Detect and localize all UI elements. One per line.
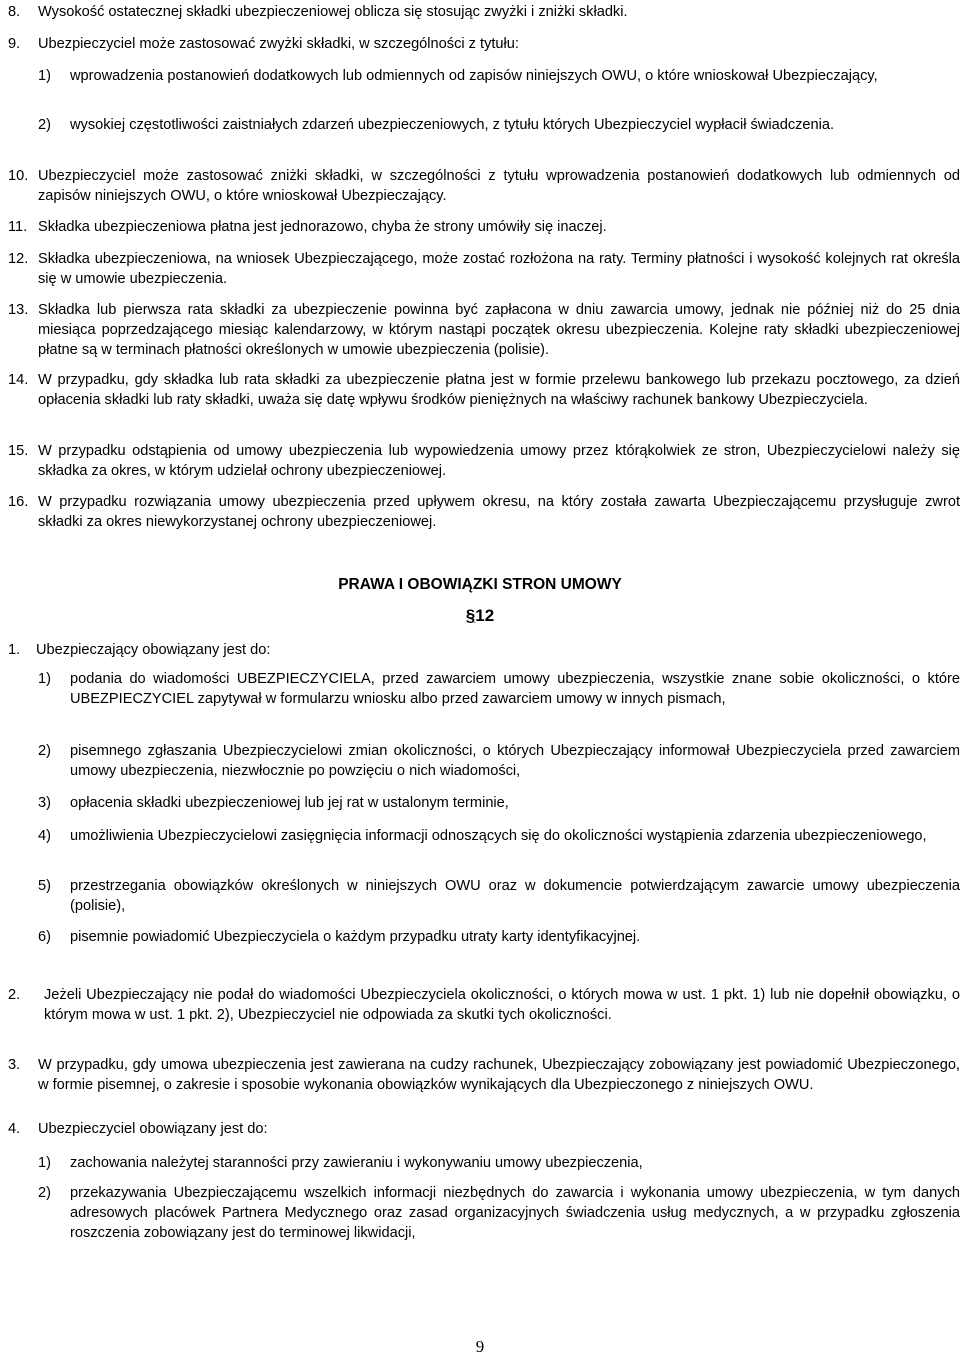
item-number: 5) — [38, 878, 51, 894]
item-text: umożliwienia Ubezpieczycielowi zasięgnięcia informacji odnoszących się do okoliczności wystąpienia zdarzenia ubezpieczeniowego, — [70, 828, 927, 844]
item-text: Ubezpieczyciel może zastosować zniżki składki, w szczególności z tytułu wprowadzenia postanowień dodatkowych lub odmiennych od zapisów niniejszych OWU, o które wnioskował Ubezpieczający. — [38, 168, 960, 204]
item-text: wprowadzenia postanowień dodatkowych lub odmiennych od zapisów niniejszych OWU, o które wnioskował Ubezpieczający, — [70, 68, 878, 84]
list-item-16 — [8, 492, 960, 532]
item-number: 6) — [38, 929, 51, 945]
list-item-14 — [8, 370, 960, 410]
item-text: Składka lub pierwsza rata składki za ubezpieczenie powinna być zapłacona w dniu zawarcia umowy, jednak nie później niż do 25 dnia miesiąca poprzedzającego miesiąc kalendarzowy, w którym nastąpi początek okresu ubezpieczenia. Kolejne raty składki ubezpieczeniowej płatne są w terminach płatności określonych w umowie ubezpieczenia (polisie). — [38, 302, 960, 358]
item-text: przestrzegania obowiązków określonych w niniejszych OWU oraz w dokumencie potwierdzającym zawarcie umowy ubezpieczenia (polisie), — [70, 878, 960, 914]
item-number: 4. — [8, 1121, 21, 1137]
item-text: Ubezpieczyciel może zastosować zwyżki składki, w szczególności z tytułu: — [38, 36, 519, 52]
item-text: W przypadku, gdy umowa ubezpieczenia jest zawierana na cudzy rachunek, Ubezpieczający zobowiązany jest powiadomić Ubezpieczonego, w formie pisemnej, o zakresie i sposobie wykonania obowiązków wynikających dla Ubezpieczonego z niniejszych OWU. — [38, 1057, 960, 1093]
item-number: 12. — [8, 251, 29, 267]
item-text: zachowania należytej staranności przy zawieraniu i wykonywaniu umowy ubezpieczenia, — [70, 1155, 643, 1171]
list-subitem-4-1 — [38, 1153, 960, 1173]
item-text: przekazywania Ubezpieczającemu wszelkich informacji niezbędnych do zawarcia i wykonania umowy ubezpieczenia, w tym danych adresowych placówek Partnera Medycznego oraz zasad organizacyjnych świadczenia usług medycznych, a w przypadku zgłoszenia roszczenia zobowiązany jest do terminowej likwidacji, — [70, 1185, 960, 1241]
item-text: wysokiej częstotliwości zaistniałych zdarzeń ubezpieczeniowych, z tytułu których Ubezpieczyciel wypłacił świadczenia. — [70, 117, 835, 133]
item-number: 1. — [8, 642, 21, 658]
item-text: podania do wiadomości UBEZPIECZYCIELA, przed zawarciem umowy ubezpieczenia, wszystkie znane sobie okoliczności, o które UBEZPIECZYCIEL zapytywał w formularzu wniosku albo przed zawarciem umowy w innych pismach, — [70, 671, 960, 707]
item-text: Składka ubezpieczeniowa, na wniosek Ubezpieczającego, może zostać rozłożona na raty. Terminy płatności i wysokość kolejnych rat określa się w umowie ubezpieczenia. — [38, 251, 960, 287]
item-number: 13. — [8, 302, 29, 318]
item-text: W przypadku odstąpienia od umowy ubezpieczenia lub wypowiedzenia umowy przez którąkolwiek ze stron, Ubezpieczycielowi należy się składka za okres, w którym udzielał ochrony ubezpieczeniowej. — [38, 443, 960, 479]
list-item-4 — [8, 1119, 960, 1139]
item-number: 16. — [8, 494, 29, 510]
list-item-8 — [8, 2, 952, 22]
item-number: 14. — [8, 372, 29, 388]
item-text: W przypadku, gdy składka lub rata składki za ubezpieczenie płatna jest w formie przelewu bankowego lub przekazu pocztowego, za dzień opłacenia składki lub raty składki, uważa się datę wpływu środków pieniężnych na właściwy rachunek bankowy Ubezpieczyciela. — [38, 372, 960, 408]
list-item-2 — [8, 985, 960, 1025]
list-subitem-9-2 — [38, 115, 960, 135]
list-item-11 — [8, 217, 960, 237]
item-number: 2. — [8, 987, 21, 1003]
list-subitem-1-2 — [38, 741, 960, 781]
list-item-9 — [8, 34, 952, 54]
item-text: pisemnie powiadomić Ubezpieczyciela o każdym przypadku utraty karty identyfikacyjnej. — [70, 929, 641, 945]
list-subitem-1-1 — [38, 669, 960, 709]
item-text: Wysokość ostatecznej składki ubezpieczeniowej oblicza się stosując zwyżki i zniżki składki. — [38, 4, 628, 20]
item-number: 2) — [38, 1185, 51, 1201]
list-subitem-9-1 — [38, 66, 960, 86]
list-item-1 — [8, 640, 608, 660]
page-number: 9 — [475, 1337, 485, 1356]
item-number: 1) — [38, 1155, 51, 1171]
item-text: Ubezpieczający obowiązany jest do: — [36, 642, 271, 658]
item-number: 15. — [8, 443, 29, 459]
item-text: W przypadku rozwiązania umowy ubezpieczenia przed upływem okresu, na który została zawarta Ubezpieczającemu przysługuje zwrot składki za okres niewykorzystanej ochrony ubezpieczeniowej. — [38, 494, 960, 530]
list-subitem-4-2 — [38, 1183, 960, 1243]
list-item-13 — [8, 300, 960, 360]
item-number: 2) — [38, 743, 51, 759]
list-subitem-1-4 — [38, 826, 960, 846]
list-item-15 — [8, 441, 960, 481]
item-number: 4) — [38, 828, 51, 844]
item-text: Składka ubezpieczeniowa płatna jest jednorazowo, chyba że strony umówiły się inaczej. — [38, 219, 607, 235]
item-text: opłacenia składki ubezpieczeniowej lub jej rat w ustalonym terminie, — [70, 795, 509, 811]
item-number: 9. — [8, 36, 21, 52]
item-number: 3) — [38, 795, 51, 811]
item-text: Jeżeli Ubezpieczający nie podał do wiadomości Ubezpieczyciela okoliczności, o których mowa w ust. 1 pkt. 1) lub nie dopełnił obowiązku, o którym mowa w ust. 1 pkt. 2), Ubezpieczyciel nie odpowiada za skutki tych okoliczności. — [44, 987, 960, 1023]
paragraph-number: 12 — [475, 606, 495, 625]
item-number: 1) — [38, 68, 51, 84]
item-number: 2) — [38, 117, 51, 133]
item-number: 11. — [8, 219, 28, 235]
item-number: 3. — [8, 1057, 21, 1073]
list-item-12 — [8, 249, 960, 289]
item-number: 10. — [8, 168, 29, 184]
item-number: 1) — [38, 671, 51, 687]
paragraph-heading — [0, 606, 960, 626]
item-text: Ubezpieczyciel obowiązany jest do: — [38, 1121, 268, 1137]
section-mark: § — [465, 606, 476, 625]
list-subitem-1-5 — [38, 876, 960, 916]
item-text: pisemnego zgłaszania Ubezpieczycielowi zmian okoliczności, o których Ubezpieczający informował Ubezpieczyciela przed zawarciem umowy ubezpieczenia, niezwłocznie po powzięciu o nich wiadomości, — [70, 743, 960, 779]
item-number: 8. — [8, 4, 21, 20]
list-subitem-1-3 — [38, 793, 960, 813]
list-subitem-1-6 — [38, 927, 960, 947]
list-item-10 — [8, 166, 960, 206]
section-title: PRAWA I OBOWIĄZKI STRON UMOWY — [338, 576, 622, 593]
list-item-3 — [8, 1055, 960, 1095]
